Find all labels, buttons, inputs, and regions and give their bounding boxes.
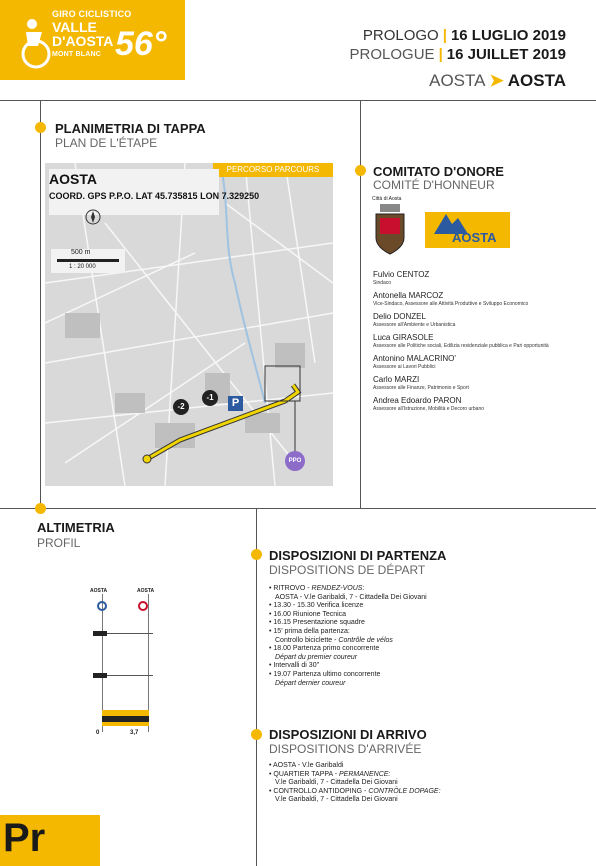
committee-list (373, 270, 573, 417)
item-text: 13.30 - 15.30 Verifica licenze (273, 602, 364, 610)
list-item: • Intervalli di 30" (269, 662, 320, 670)
parking-icon: P (228, 396, 243, 411)
altimetria-subtitle: PROFIL (37, 536, 81, 550)
profile-km-start: 0 (96, 730, 100, 736)
aosta-logo-text: AOSTA (452, 230, 497, 245)
item-text: Intervalli di 30" (273, 662, 320, 670)
lower-mid-line (256, 508, 257, 866)
item-ital: PERMANENCE: (339, 770, 391, 778)
comitato-subtitle: COMITÉ D'HONNEUR (373, 178, 495, 192)
comitato-title: COMITATO D'ONORE (373, 164, 504, 179)
arrivo-title: DISPOSIZIONI DI ARRIVO (269, 727, 427, 742)
member-role: Assessore ai Lavori Pubblici (373, 364, 436, 370)
altimetria-title: ALTIMETRIA (37, 520, 115, 535)
item-ital: CONTRÔLE DOPAGE: (368, 787, 441, 795)
logo-line2: VALLE (52, 19, 97, 35)
map-gps-coords: COORD. GPS P.P.O. LAT 45.735815 LON 7.329250 (49, 191, 260, 201)
member-role: Sindaco (373, 280, 392, 286)
profile-base-band (102, 716, 149, 722)
member-name: Fulvio CENTOZ (373, 270, 430, 279)
stage-it: PROLOGO (362, 27, 439, 44)
finish-circle-icon (138, 601, 148, 611)
list-item: • 16.00 Riunione Tecnica (269, 610, 347, 618)
section-dot (35, 122, 46, 133)
list-item: • AOSTA - V.le Garibaldi (269, 762, 344, 769)
planimetria-subtitle: PLAN DE L'ÉTAPE (55, 136, 158, 150)
member-role: Assessore alle Politiche sociali, Edilizia residenziale pubblica e Pari opportunità (373, 343, 549, 349)
member-role: Vice-Sindaco, Assessore alle Attività Produttive e Sviluppo Economico (373, 301, 529, 307)
logo-line3: D'AOSTA (52, 33, 114, 49)
item-cont-ital: Départ du premier coureur (275, 653, 358, 661)
section-dot (251, 729, 262, 740)
stage-fr: PROLOGUE (349, 46, 435, 63)
item-cont-row (269, 637, 569, 646)
item-cont: Controllo biciclette - (275, 636, 339, 644)
cyclist-logo-icon (18, 14, 54, 70)
item-cont: V.le Garibaldi, 7 - Cittadella Dei Giovani (275, 779, 398, 787)
member-item (373, 312, 573, 329)
member-name: Delio DONZEL (373, 312, 426, 321)
member-role: Assessore all'Istruzione, Mobilità e Decoro urbano (373, 406, 485, 412)
member-item (373, 396, 573, 413)
item-cont-ital: Départ dernier coureur (275, 679, 346, 687)
date-it: 16 LUGLIO 2019 (450, 27, 566, 44)
section-dot (35, 503, 46, 514)
km-marker-2: -2 (173, 399, 189, 415)
section-divider (0, 508, 596, 509)
profile-km-end: 3,7 (130, 730, 139, 736)
member-name: Antonella MARCOZ (373, 291, 444, 300)
item-text: 15' prima della partenza: (273, 627, 350, 635)
member-item (373, 270, 573, 287)
date-fr: 16 JUILLET 2019 (446, 46, 566, 63)
list-item: • CONTROLLO ANTIDOPING - CONTRÔLE DOPAGE: (269, 787, 441, 795)
profile-start-label: AOSTA (90, 588, 108, 594)
ppo-marker: PPO (285, 451, 305, 471)
member-item (373, 354, 573, 371)
item-text: 16.15 Presentazione squadre (273, 619, 365, 627)
city-crest-icon (372, 200, 408, 258)
partenza-title: DISPOSIZIONI DI PARTENZA (269, 548, 447, 563)
arrivo-list (269, 762, 569, 805)
item-text: AOSTA - V.le Garibaldi (273, 762, 344, 769)
member-item (373, 375, 573, 392)
frame-left-line (40, 100, 41, 508)
item-cont: V.le Garibaldi, 7 - Cittadella Dei Giovani (275, 796, 398, 804)
route-title (429, 71, 566, 91)
list-item: • RITROVO - RENDEZ-VOUS: (269, 585, 365, 592)
compass-icon (85, 209, 101, 225)
map-city: AOSTA (49, 171, 97, 187)
profile-tick-box (93, 673, 107, 678)
item-text: CONTROLLO ANTIDOPING - (273, 787, 369, 795)
item-text: 19.07 Partenza ultimo concorrente (273, 670, 381, 678)
route-start: AOSTA (429, 71, 486, 90)
list-item: • 15' prima della partenza: (269, 627, 350, 635)
member-name: Luca GIRASOLE (373, 333, 434, 342)
arrivo-subtitle: DISPOSITIONS D'ARRIVÉE (269, 742, 422, 756)
profile-finish-label: AOSTA (137, 588, 155, 594)
item-text: 16.00 Riunione Tecnica (273, 610, 347, 618)
scale-bar (57, 259, 119, 262)
item-text: 18.00 Partenza primo concorrente (273, 645, 380, 653)
stage-map (45, 163, 333, 486)
route-arrow-icon: ➤ (489, 71, 504, 90)
percorso-band: PERCORSO PARCOURS (213, 163, 333, 177)
section-dot (251, 549, 262, 560)
member-role: Assessore alle Finanze, Patrimonio e Sport (373, 385, 469, 391)
stage-badge-label: Pr (3, 816, 46, 860)
route-finish: AOSTA (507, 71, 566, 90)
scale-label: 500 m (71, 249, 91, 256)
header-divider (0, 100, 596, 101)
section-dot (355, 165, 366, 176)
list-item: • 18.00 Partenza primo concorrente (269, 645, 380, 653)
item-text: QUARTIER TAPPA - (273, 770, 340, 778)
list-item: • QUARTIER TAPPA - PERMANENCE: (269, 770, 391, 778)
edition-number: 56° (115, 25, 167, 63)
member-name: Andrea Edoardo PARON (373, 396, 462, 405)
item-cont: AOSTA - V.le Garibaldi, 7 - Cittadella Dei Giovani (275, 593, 427, 601)
item-cont-ital: Contrôle de vélos (338, 636, 393, 644)
member-name: Antonino MALACRINO' (373, 354, 456, 363)
profile-tick-box (93, 631, 107, 636)
member-role: Assessore all'Ambiente e Urbanistica (373, 322, 456, 328)
item-text: RITROVO - (273, 585, 312, 592)
partenza-subtitle: DISPOSITIONS DE DÉPART (269, 563, 426, 577)
start-circle-icon (97, 601, 107, 611)
stage-date-fr: PROLOGUE | 16 JUILLET 2019 (349, 46, 566, 63)
city-crest-label: Città di Aosta (372, 196, 402, 202)
planimetria-title: PLANIMETRIA DI TAPPA (55, 121, 206, 136)
list-item: • 13.30 - 15.30 Verifica licenze (269, 602, 364, 610)
item-ital: RENDEZ-VOUS: (311, 585, 365, 592)
stage-date-it: PROLOGO | 16 LUGLIO 2019 (362, 27, 566, 44)
km-marker-1: -1 (202, 390, 218, 406)
logo-line4: MONT BLANC (52, 51, 102, 58)
logo-line1: GIRO CICLISTICO (52, 9, 132, 19)
member-item (373, 333, 573, 350)
member-item (373, 291, 573, 308)
list-item: • 19.07 Partenza ultimo concorrente (269, 670, 381, 678)
list-item: • 16.15 Presentazione squadre (269, 619, 365, 627)
member-name: Carlo MARZI (373, 375, 420, 384)
partenza-list (269, 585, 569, 688)
frame-mid-line (360, 100, 361, 508)
scale-ratio: 1 : 20 000 (69, 264, 96, 270)
